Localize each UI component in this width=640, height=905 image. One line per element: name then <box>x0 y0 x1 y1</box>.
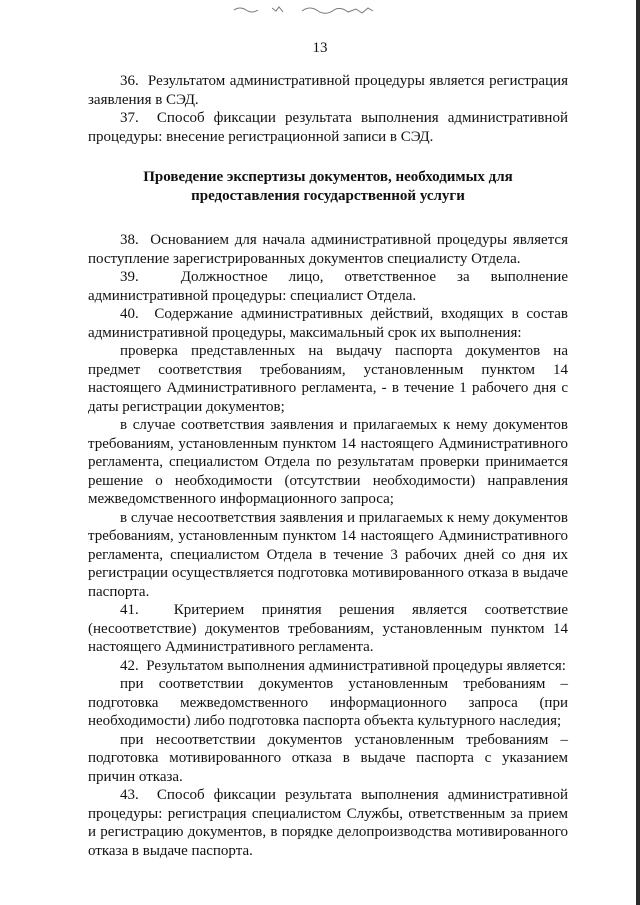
paragraph-43: 43. Способ фиксации результата выполнения административной процедуры: регистрация специалистом Службы, ответственным за прием и регистрацию документов, в порядке делопроизводства мотивированного отказа в выдаче паспорта. <box>88 787 568 859</box>
paragraph-40: 40. Содержание административных действий, входящих в состав административной процедуры, максимальный срок их выполнения: <box>88 306 568 341</box>
paragraph-39: 39. Должностное лицо, ответственное за выполнение административной процедуры: специалист Отдела. <box>88 269 568 304</box>
paragraph-42: 42. Результатом выполнения административной процедуры является: <box>120 657 566 674</box>
paragraph-38: 38. Основанием для начала административной процедуры является поступление зарегистрированных документов специалисту Отдела. <box>88 232 568 267</box>
scan-artifact <box>232 2 402 16</box>
page-number: 13 <box>312 40 328 56</box>
paragraph-40-item-3: в случае несоответствия заявления и прилагаемых к нему документов требованиям, установленным пунктом 14 настоящего Административного регламента, специалистом Отдела в течение 3 рабочих дней со дня их регистрации осуществляется подготовка мотивированного отказа в выдаче паспорта. <box>88 509 568 600</box>
scan-edge <box>636 0 640 905</box>
paragraph-42-item-2: при несоответствии документов установленным требованиям – подготовка мотивированного отказа в выдаче паспорта с указанием причин отказа. <box>88 731 568 785</box>
paragraph-42-item-1: при соответствии документов установленным требованиям – подготовка межведомственного информационного запроса (при необходимости) либо подготовка паспорта объекта культурного наследия; <box>88 676 568 729</box>
paragraph-40-item-2: в случае соответствия заявления и прилагаемых к нему документов требованиям, установленным пунктом 14 настоящего Административного регламента, специалистом Отдела по результатам проверки принимается решение о необходимости (отсутствии необходимости) направления межведомственного информационного запроса; <box>88 417 568 507</box>
paragraph-37: 37. Способ фиксации результата выполнения административной процедуры: внесение регистрационной записи в СЭД. <box>88 110 568 145</box>
section-heading: Проведение экспертизы документов, необходимых для предоставления государственной услуги <box>143 169 513 204</box>
paragraph-40-item-1: проверка представленных на выдачу паспорта документов на предмет соответствия требованиям, установленным пунктом 14 настоящего Административного регламента, - в течение 1 рабочего дня с даты регистрации документов; <box>88 343 568 415</box>
document-body <box>88 72 568 860</box>
paragraph-36: 36. Результатом административной процедуры является регистрация заявления в СЭД. <box>88 73 568 108</box>
paragraph-41: 41. Критерием принятия решения является соответствие (несоответствие) документов требованиям, установленным пунктом 14 настоящего Административного регламента. <box>88 602 568 655</box>
